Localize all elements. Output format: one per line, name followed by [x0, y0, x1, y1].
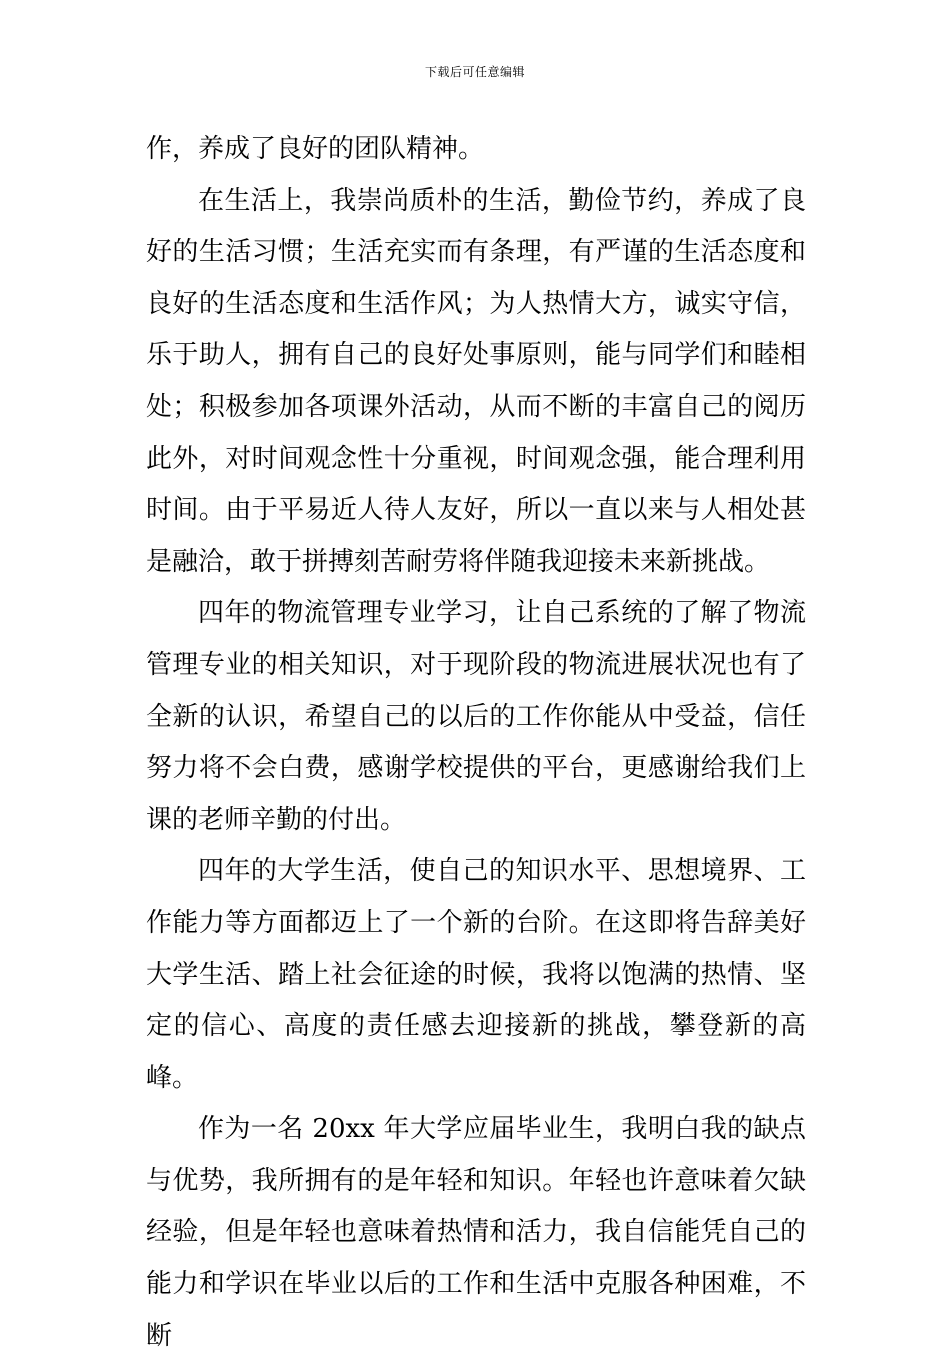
document-body: [146, 124, 806, 1362]
paragraph-university-life: 四年的大学生活，使自己的知识水平、思想境界、工作能力等方面都迈上了一个新的台阶。在这即将告辞美好大学生活、踏上社会征途的时候，我将以饱满的热情、坚定的信心、高度的责任感去迎接新的挑战，攀登新的高峰。: [146, 856, 806, 1093]
paragraph-teamwork-end: 作，养成了良好的团队精神。: [146, 134, 485, 164]
paragraph-life: 在生活上，我崇尚质朴的生活，勤俭节约，养成了良好的生活习惯；生活充实而有条理，有严谨的生活态度和良好的生活态度和生活作风；为人热情大方，诚实守信，乐于助人，拥有自己的良好处事原则，能与同学们和睦相处；积极参加各项课外活动，从而不断的丰富自己的阅历此外，对时间观念性十分重视，时间观念强，能合理利用时间。由于平易近人待人友好，所以一直以来与人相处甚是融洽，敢于拼搏刻苦耐劳将伴随我迎接未来新挑战。: [146, 185, 806, 577]
paragraph-logistics-study: 四年的物流管理专业学习，让自己系统的了解了物流管理专业的相关知识，对于现阶段的物流进展状况也有了全新的认识，希望自己的以后的工作你能从中受益，信任努力将不会白费，感谢学校提供的平台，更感谢给我们上课的老师辛勤的付出。: [146, 598, 806, 835]
paragraph-graduate: 作为一名 20xx 年大学应届毕业生，我明白我的缺点与优势，我所拥有的是年轻和知识。年轻也许意味着欠缺经验，但是年轻也意味着热情和活力，我自信能凭自己的能力和学识在毕业以后的工作和生活中克服各种困难，不断: [146, 1114, 806, 1351]
page-header: 下载后可任意编辑: [424, 65, 525, 79]
